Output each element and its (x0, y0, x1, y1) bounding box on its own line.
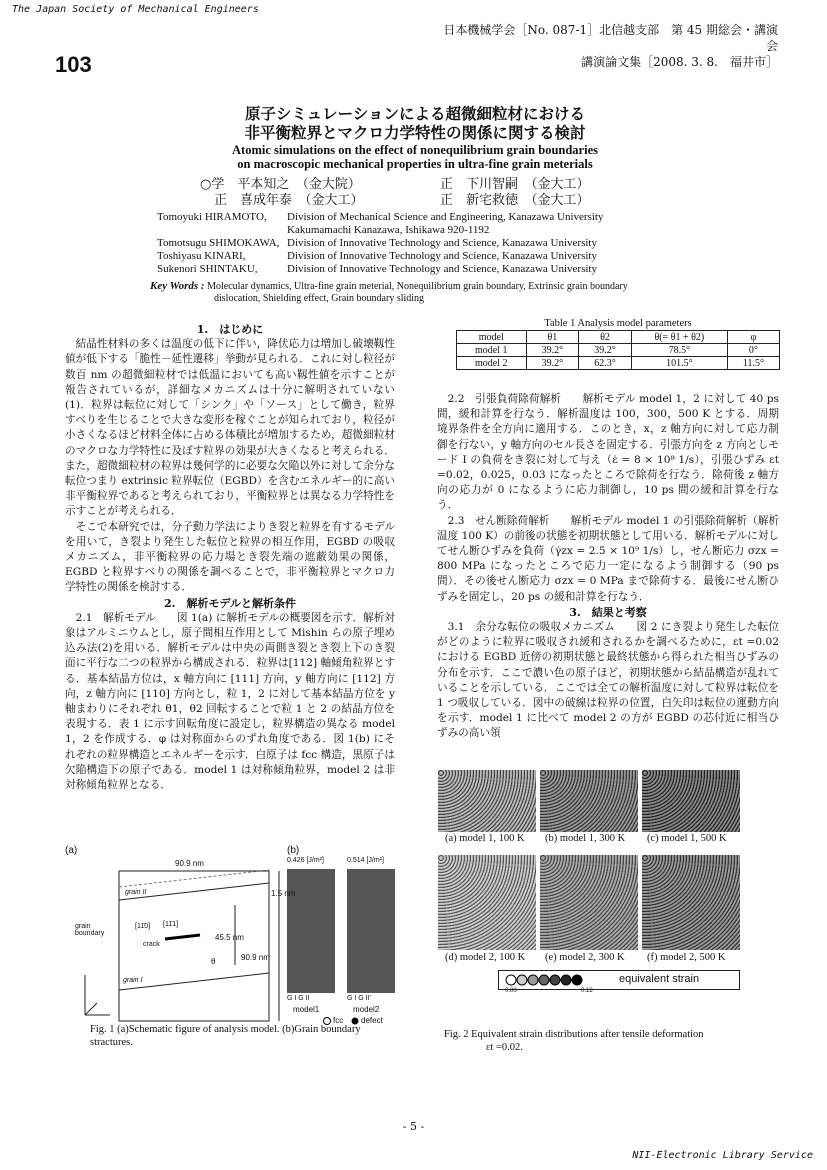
strain-panel-d (438, 855, 536, 950)
dimension-top-label: 90.9 nm (175, 859, 204, 868)
panel-label-b: (b) model 1, 300 K (545, 833, 626, 844)
panel-label-a: (a) model 1, 100 K (445, 833, 525, 844)
table-1 (456, 318, 780, 370)
gb-structure-model2 (347, 869, 395, 993)
title-english (140, 143, 690, 171)
section-1-paragraph-1: 結晶性材料の多くは温度の低下に伴い，降伏応力は増加し破壊靱性値が低下する「脆性－延性遷移」挙動が見られる．これに対し粒径が数百 nm の超微細粒材では低温においても高い靱性値を示すことが報告されているが，詳細なメカニズムは十分に解明されていない(1)．粒界は転位に対して「シンク」や「ソース」として働き，粒界すべりを生じることで大きな変形を稼ぐことが知られており，粒径が小さくなるほど材料全体に占める体積比が増加するため，超微細粒材のマクロな力学特性に及ぼす粒界の効果が大きくなると考えられる．また，超微細粒材の粒界は幾何学的に必要な欠陥以外に対して余分な転位つまり extrinsic 粒界転位（EGBD）を含むエネルギー的に高い非平衡粒界であると考えられており，平衡粒界とは異なる力学特性を示すことが考えられる． (65, 338, 395, 518)
affiliation-dept: Division of Innovative Technology and Science, Kanazawa University (287, 250, 597, 262)
model1-label: model1 (293, 1005, 320, 1014)
keywords-line-2: dislocation, Shielding effect, Grain boundary sliding (214, 293, 425, 304)
affiliation-row (157, 211, 677, 224)
panel-label-c: (c) model 1, 500 K (647, 833, 727, 844)
affiliation-dept: Kakumamachi Kanazawa, Ishikawa 920-1192 (287, 224, 490, 236)
author-row-2-right: 正 新宅救徳 （金大工） (440, 193, 590, 208)
strain-panel-f (642, 855, 740, 950)
section-2-3-paragraph: 2.3 せん断除荷解析 解析モデル model 1 の引張除荷解析（解析温度 100 K）の前後の状態を初期状態として用いる．解析モデルに対してせん断ひずみを負荷（γ̇zx = 2.5 × 10⁹ 1/s）し，せん断応力 σzx = 800 MPa になったところで応力一定になるよう制御する（90 ps 間）．その後せん断応力 σzx = 0 MPa まで除荷する．最後にせん断ひずみを固定し，20 ps の緩和計算を行なう． (437, 514, 779, 603)
boundary-top-dash (119, 870, 269, 887)
table-header-cell: θ2 (579, 331, 632, 344)
figure-1-caption: Fig. 1 (a)Schematic figure of analysis model. (b)Grain boundary stractures. (90, 1024, 361, 1048)
table-cell: 101.5° (631, 357, 727, 370)
table-header-row (457, 331, 780, 344)
figure-1 (65, 845, 405, 1035)
strain-panel-c (642, 770, 740, 832)
direction-label-1: [11̄0] (135, 923, 151, 930)
table-row (457, 357, 780, 370)
dimension-mid-label: 45.5 nm (215, 933, 244, 942)
legend-defect-label: defect (361, 1016, 383, 1025)
energy-model1: 0.426 [J/m²] (287, 857, 324, 864)
conference-line-2: 講演論文集［2008. 3. 8. 福井市］ (581, 55, 778, 69)
table-cell: 39.2° (526, 357, 579, 370)
theta-label: θ (211, 957, 216, 966)
grain-labels-model1: G I G II (287, 995, 310, 1002)
panel-label-e: (e) model 2, 300 K (545, 952, 625, 963)
paper-id: 103 (55, 52, 92, 77)
section-3-heading: 3. 結果と考察 (569, 605, 647, 619)
section-1-paragraph-2: そこで本研究では，分子動力学法によりき裂と粒界を有するモデルを用いて，き裂より発生した転位と粒界の相互作用，EGBD の吸収メカニズム，非平衡粒界の応力場とき裂先端の遮蔽効果の関係，EGBD と粒界すべりの関係を調べることで，非平衡粒界とマクロ力学特性の関係を検討する． (65, 520, 395, 594)
figure-2-caption (444, 1028, 780, 1054)
affiliations (157, 211, 677, 276)
author-row-1-right: 正 下川智嗣 （金大工） (440, 177, 590, 192)
table-header-cell: φ (727, 331, 779, 344)
keywords (150, 280, 680, 305)
affiliation-row (157, 237, 677, 250)
affiliation-name: Sukenori SHINTAKU, (157, 263, 258, 275)
header-organization: The Japan Society of Mechanical Engineers (12, 4, 259, 15)
affiliation-dept: Division of Innovative Technology and Science, Kanazawa University (287, 237, 597, 249)
table-header-cell: θ1 (526, 331, 579, 344)
table-cell: 39.2° (579, 344, 632, 357)
right-column (437, 392, 779, 742)
affiliation-row (157, 263, 677, 276)
section-2-1-paragraph: 2.1 解析モデル 図 1(a) に解析モデルの概要図を示す．解析対象はアルミニウムとし，原子間相互作用として Mishin らの原子埋め込み法(2)を用いる．解析モデルは中央の両側き裂とき裂上下のき裂面に平行な二つの粒界から構成される．粒界は[112] 軸傾角粒界とする．基本結晶方位は，x 軸方向に [111] 方向，y 軸方向に [112] 方向，z 軸方向に [110] 方向とし，粒 1，2 に対して基本結晶方位を y 軸まわりにそれぞれ θ1，θ2 回転することで粒 1 と 2 の結晶方位を表現する．表 1 に示す回転角度に設定し，粒界構造の異なる model 1，2 を作成する．φ は対称面からのずれ角度である．図 1(b) にそれぞれの粒界構造とエネルギーを示す．白原子は fcc 構造，黒原子は欠陥構造下の原子である．model 1 は対称傾角粒界，model 2 は非対称傾角粒界となる． (65, 611, 395, 792)
model2-label: model2 (353, 1005, 380, 1014)
table-1-caption: Table 1 Analysis model parameters (544, 318, 692, 329)
crack-label: crack (143, 941, 160, 948)
strain-panel-a (438, 770, 536, 832)
table-header-cell: θ(= θ1 + θ2) (631, 331, 727, 344)
parameters-table (456, 330, 780, 370)
strain-scale-bar (498, 970, 740, 990)
table-cell: model 2 (457, 357, 527, 370)
strain-scale-circles (505, 971, 585, 989)
section-3-1-paragraph: 3.1 余分な転位の吸収メカニズム 図 2 にき裂より発生した転位がどのように粒界に吸収され緩和されるかを調べるために，εt =0.02 における EGBD 近傍の初期状態と最終状態から得られた相当ひずみの分布を示す．ここで濃い色の原子ほど，初期状態から結晶構造が乱れていることを示している．ここでは全ての解析温度に対して粒界は転位を 1 つ吸収している．図中の破線は粒界の位置，白矢印は転位の運動方向を示す．model 1 に比べて model 2 の方が EGBD の芯付近に相当ひずみの高い領 (437, 621, 779, 740)
dimension-height-label: 90.9 nm (241, 953, 270, 962)
table-cell: 11.5° (727, 357, 779, 370)
section-2-heading: 2. 解析モデルと解析条件 (164, 596, 296, 610)
left-column (65, 322, 395, 793)
author-row-2-left: 正 喜成年泰 （金大工） (214, 193, 364, 208)
table-header-cell: model (457, 331, 527, 344)
gb-structure-model1 (287, 869, 335, 993)
affiliation-name: Tomotsugu SHIMOKAWA, (157, 237, 280, 249)
affiliation-dept: Division of Mechanical Science and Engineering, Kanazawa University (287, 211, 604, 223)
strain-scale-max: 0.12 (581, 988, 593, 994)
affiliation-name (157, 224, 287, 237)
grain-boundary-label: grain boundary (75, 923, 105, 937)
fig1-label-a: (a) (65, 845, 78, 856)
dimension-right-label: 1.5 nm (271, 889, 296, 898)
grain-labels-model2: G I G II' (347, 995, 371, 1002)
direction-label-2: [11̄1] (163, 921, 179, 928)
energy-model2: 0.514 [J/m²] (347, 857, 384, 864)
affiliation-dept: Division of Innovative Technology and Science, Kanazawa University (287, 263, 597, 275)
table-cell: model 1 (457, 344, 527, 357)
table-cell: 62.3° (579, 357, 632, 370)
axis-y (85, 1003, 97, 1015)
figure-2 (435, 770, 780, 1000)
table-cell: 0° (727, 344, 779, 357)
table-cell: 78.5° (631, 344, 727, 357)
grain-1-label: grain I (123, 977, 143, 984)
crack-line (165, 935, 200, 939)
legend-fcc-label: fcc (333, 1016, 344, 1025)
conference-line-1: 日本機械学会［No. 087-1］北信越支部 第 45 期総会・講演会 (443, 23, 778, 53)
section-1-heading: 1. はじめに (196, 323, 264, 336)
keywords-label: Key Words : (150, 280, 205, 292)
title-japanese (140, 104, 690, 142)
figure-2-caption-line-2: εt =0.02. (486, 1042, 523, 1053)
strain-panel-e (540, 855, 638, 950)
title-jp-line-1: 原子シミュレーションによる超微細粒材における (244, 104, 586, 123)
panel-label-d: (d) model 2, 100 K (445, 952, 526, 963)
fig1-label-b: (b) (287, 845, 300, 856)
section-2-2-paragraph: 2.2 引張負荷除荷解析 解析モデル model 1，2 に対して 40 ps 間，緩和計算を行なう．解析温度は 100，300，500 K とする．周期境界条件を全方向に適用する．このとき，x，z 軸方向に対して応力制御を行ない，y 軸方向のセル長さを固定する．引張方向を z 方向としモード I の負荷をき裂に対して与え（ε̇ = 8 × 10⁸ 1/s），引張ひずみ εt =0.02，0.025，0.03 になったところで除荷を行なう．除荷後 z 軸方向の応力が 0 になるように応力制御し，10 ps 間の緩和計算を行なう． (437, 393, 779, 512)
strain-scale-label: equivalent strain (619, 973, 700, 985)
title-jp-line-2: 非平衡粒界とマクロ力学特性の関係に関する検討 (244, 123, 586, 142)
author-row-1-left: ○学 平本知之 （金大院） (200, 177, 361, 192)
conference-info (432, 22, 778, 70)
title-en-line-2: on macroscopic mechanical properties in ultra-fine grain meterials (237, 157, 593, 171)
figure-2-caption-line-1: Fig. 2 Equivalent strain distributions after tensile deformation (444, 1029, 704, 1040)
affiliation-name: Toshiyasu KINARI, (157, 250, 246, 262)
strain-scale-min: 0.00 (505, 988, 517, 994)
page-number: - 5 - (402, 1120, 425, 1133)
strain-panel-b (540, 770, 638, 832)
title-en-line-1: Atomic simulations on the effect of nonequilibrium grain boundaries (232, 143, 598, 157)
affiliation-name: Tomoyuki HIRAMOTO, (157, 211, 267, 223)
keywords-line-1: Molecular dynamics, Ultra-fine grain meterial, Nonequilibrium grain boundary, Extrinsic grain boundary (207, 281, 628, 292)
panel-label-f: (f) model 2, 500 K (647, 952, 726, 963)
table-row (457, 344, 780, 357)
affiliation-row (157, 250, 677, 263)
table-cell: 39.2° (526, 344, 579, 357)
grain-2-label: grain II (125, 889, 147, 896)
affiliation-row (157, 224, 677, 237)
footer-service: NII-Electronic Library Service (632, 1150, 813, 1161)
